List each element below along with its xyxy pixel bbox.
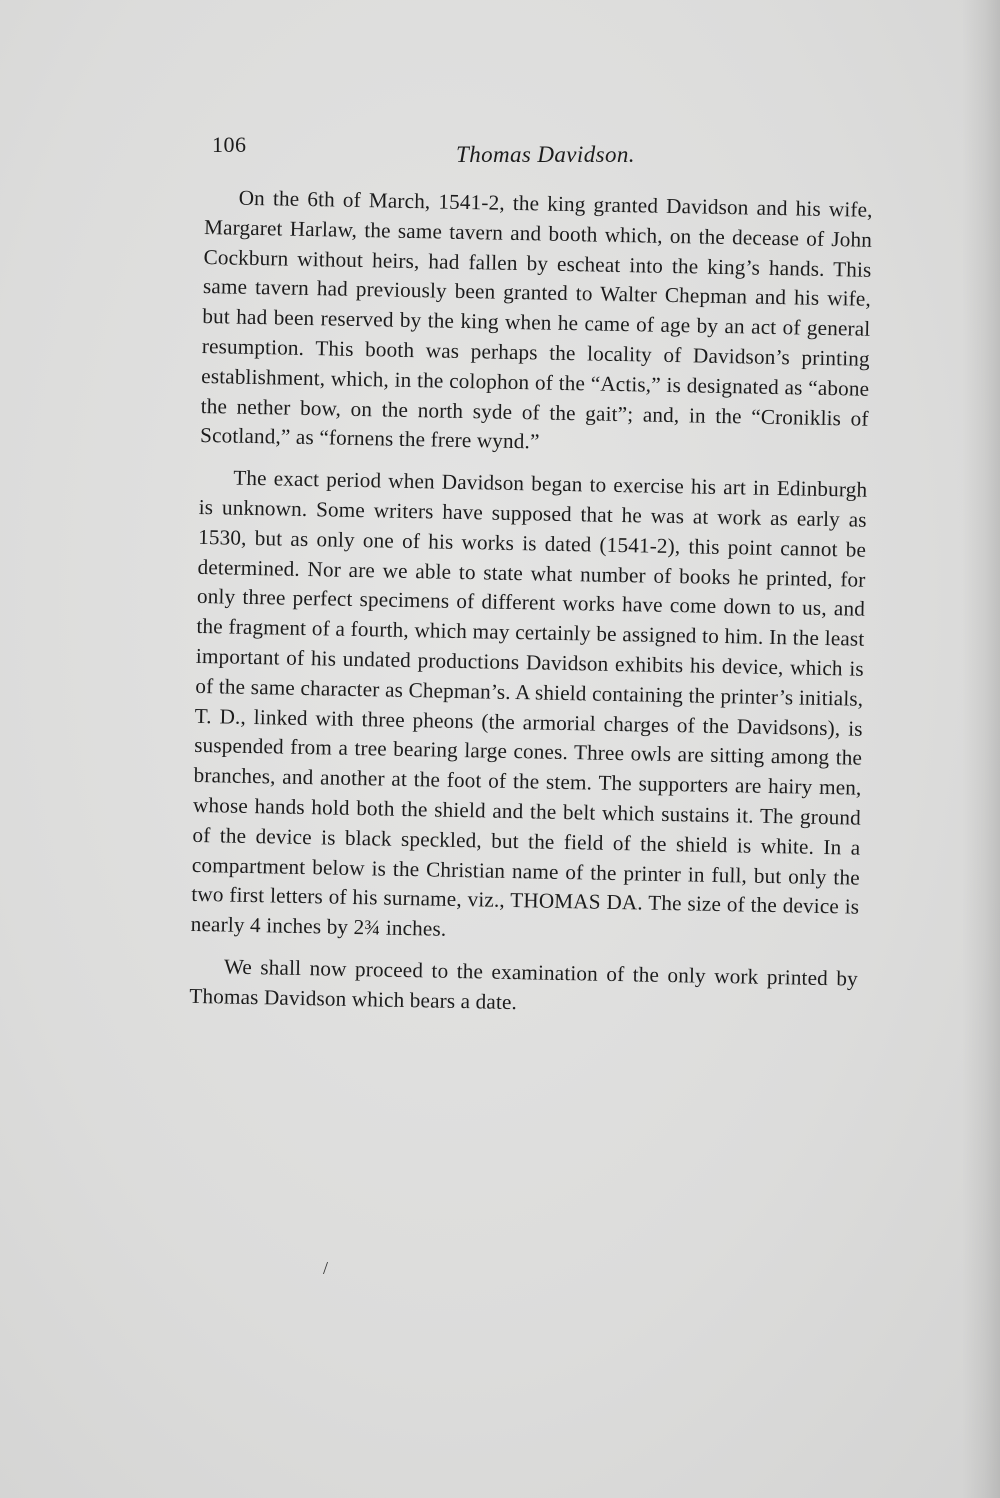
paragraph-1: On the 6th of March, 1541-2, the king granted Davidson and his wife, Margaret Harlaw, the same tavern and booth which, on the decease of John Cockburn without heirs, had fallen by escheat into the king’s hands. This same tavern had previously been granted to Walter Chepman and his wife, but had been reserved by the king when he came of age by an act of general resumption. This booth was perhaps the locality of Davidson’s printing establishment, which, in the colophon of the “Actis,” is designated as “abone the nether bow, on the north syde of the gait”; and, in the “Croniklis of Scotland,” as “fornens the frere wynd.” (199, 185, 873, 454)
paragraph-3: We shall now proceed to the examination of the only work printed by Thomas Davidson which bears a date. (189, 954, 859, 1014)
running-title: Thomas Davidson. (456, 142, 635, 167)
body-text (189, 183, 873, 1036)
gutter-shadow (962, 0, 1000, 1498)
page-number: 106 (212, 132, 247, 157)
stray-pen-mark: / (323, 1258, 329, 1278)
page-header (212, 132, 872, 172)
paragraph-2: The exact period when Davidson began to exercise his art in Edinburgh is unknown. Some writers have supposed that he was at work as early as 1530, but as only one of his works is dated (1541-2), this point cannot be determined. Nor are we able to state what number of books he printed, for only three perfect specimens of different works have come down to us, and the fragment of a fourth, which may certainly be assigned to him. In the least important of his undated productions Davidson exhibits his device, which is of the same character as Chepman’s. A shield containing the printer’s initials, T. D., linked with three pheons (the armorial charges of the Davidsons), is suspended from a tree bearing large cones. Three owls are sitting among the branches, and another at the foot of the stem. The supporters are hairy men, whose hands hold both the shield and the belt which sustains it. The ground of the device is black speckled, but the field of the shield is white. In a compartment below is the Christian name of the printer in full, but only the two first letters of his surname, viz., THOMAS DA. The size of the device is nearly 4 inches by 2¾ inches. (190, 465, 868, 941)
